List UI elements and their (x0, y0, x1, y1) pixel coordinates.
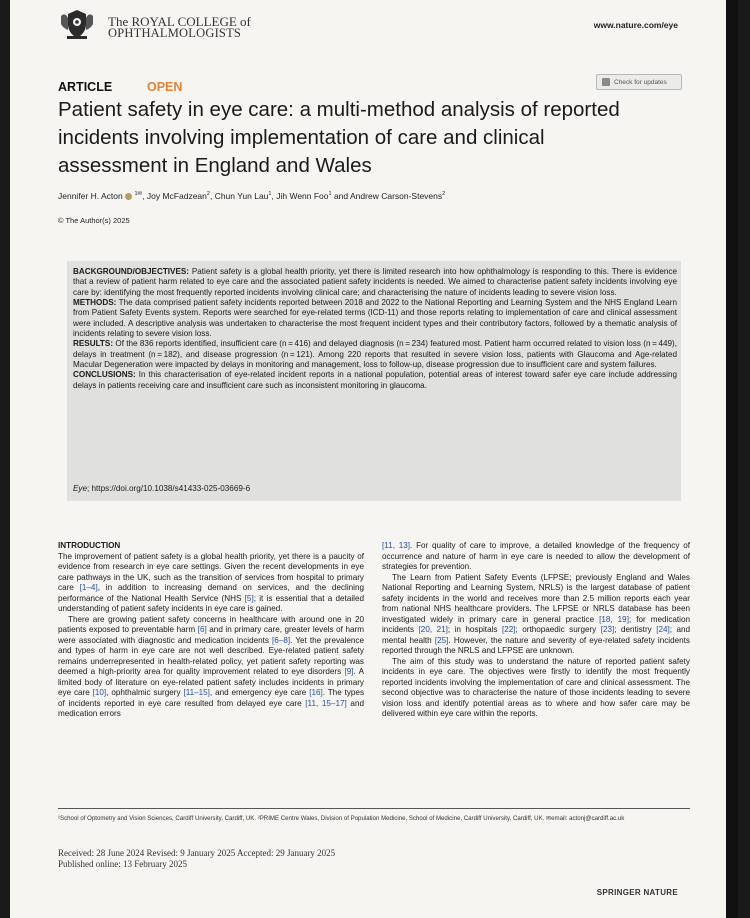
scan-edge (726, 0, 738, 918)
body-text-run: ; orthopaedic surgery (515, 625, 601, 634)
rco-logo[interactable] (58, 6, 251, 42)
journal-url[interactable]: www.nature.com/eye (593, 20, 678, 30)
check-updates-label: Check for updates (614, 78, 667, 86)
logo-line-2: OPHTHALMOLOGISTS (108, 26, 242, 40)
published-date: Published online: 13 February 2025 (58, 859, 187, 869)
body-text-run: , ophthalmic surgery (106, 688, 184, 697)
author-name[interactable]: Jih Wenn Foo (276, 191, 329, 201)
journal-name: Eye (73, 484, 88, 493)
citation-link[interactable]: [1–4] (79, 583, 98, 592)
body-text-run: and medication errors (58, 698, 364, 718)
body-text-run: The aim of this study was to understand the nature of reported patient safety incidents in eye care. The objectives were firstly to identify the most frequently reported incidents involving the implementation of care and clinical assessment. The second objective was to characterise the nature of those incidents leading to severe vision loss and identify potential areas as to where and how safer care may be delivered within eye care within the reports. (382, 656, 690, 718)
section-heading: INTRODUCTION (58, 541, 121, 550)
left-column-text (58, 552, 364, 720)
citation-link[interactable]: [5] (244, 593, 254, 603)
body-paragraph (382, 541, 690, 573)
abstract-background: BACKGROUND/OBJECTIVES: Patient safety is a global health priority, yet there is limited research into how ophthalmology is responding to this. There is evidence that a review of patient harm related to eye care and the associated patient safety incidents is needed. We aimed to characterise patient safety incidents involving eye care by: identifying the most frequently reported incidents involving clinical care; and characterising the nature of incidents leading to severe vision loss. (73, 267, 677, 297)
author-affiliation: 1✉ (134, 191, 143, 198)
publisher-logo: SPRINGER NATURE (596, 888, 678, 897)
author-name[interactable]: Jennifer H. Acton (58, 191, 123, 201)
affiliations-footnote: ¹School of Optometry and Vision Sciences, Cardiff University, Cardiff, UK. ²PRIME Centre Wales, Division of Population Medicine, School of Medicine, Cardiff University, Cardiff, UK. ✉email: actonj@cardiff.ac.uk (58, 815, 625, 822)
doi-line (73, 484, 250, 493)
body-text-run: There are growing patient safety concerns in healthcare with around one in 20 patients exposed to preventable harm (58, 614, 364, 634)
author-affiliation: 1 (328, 191, 332, 198)
author-list: Jennifer H. Acton $^{1✉}$, Joy McFadzean$^2$, Chun Yun Lau$^1$, Jih Wenn Foo$^1$ and Andrew Carson-Stevens$^2$ (58, 191, 446, 201)
abstract-box (67, 261, 681, 501)
body-paragraph (382, 573, 690, 657)
article-page (10, 0, 738, 918)
abstract-text (73, 267, 677, 391)
citation-link[interactable]: [23] (600, 625, 615, 634)
publication-dates (58, 848, 335, 870)
orcid-icon[interactable] (125, 193, 132, 200)
body-column-left (58, 541, 364, 720)
body-text-run: and in primary care, greater levels of harm were associated with diagnostic and medication incidents (58, 625, 364, 645)
check-updates-icon (602, 78, 610, 86)
author-name[interactable]: Andrew Carson-Stevens (350, 191, 443, 201)
citation-link[interactable]: [9] (344, 667, 354, 676)
body-text-run: . The types of incidents reported in eye care resulted from delayed eye care (58, 688, 365, 708)
body-paragraph (58, 552, 364, 615)
title-line: incidents involving implementation of care and clinical (58, 126, 545, 149)
body-text-run: . For quality of care to improve, a detailed knowledge of the frequency of occurrence and nature of harm in eye care is needed to allow the development of strategies for prevention. (382, 541, 690, 571)
crest-icon (58, 6, 96, 42)
body-text-run: ; for medication incidents (382, 614, 690, 634)
citation-link[interactable]: [11, 15–17] (305, 698, 347, 708)
title-line: assessment in England and Wales (58, 154, 372, 177)
author-affiliation: 1 (268, 191, 272, 198)
copyright-notice: © The Author(s) 2025 (58, 216, 130, 225)
citation-link[interactable]: [24] (656, 625, 670, 634)
citation-link[interactable]: [6–8] (272, 635, 291, 645)
logo-line-1: The ROYAL COLLEGE of (108, 14, 251, 29)
right-column-text (382, 541, 690, 720)
abstract-methods: METHODS: The data comprised patient safety incidents reported between 2018 and 2022 to the National Reporting and Learning System and the NHS England Learn from Patient Safety Events system. Reports were searched for eye-related terms (ICD-11) and those reports relating to implementation of care and clinical assessment were included. A descriptive analysis was undertaken to characterise the most frequent incident types and their contributory factors, followed by a thematic analysis of incidents relating to severe vision loss. (73, 298, 677, 339)
body-text-run: ; and mental health (382, 625, 691, 645)
body-text-run: The Learn from Patient Safety Events (LFPSE; previously England and Wales National Reporting and Learning System, NRLS) is the largest database of patient safety incidents in the world and receives more than 2.5 million reports each year from national NHS healthcare providers. The LFPSE or NRLS database has been investigated widely in primary care in general practice (382, 572, 690, 624)
open-access-label: OPEN (147, 80, 183, 94)
body-text-run: ; in hospitals (447, 625, 502, 634)
abstract-results: RESULTS: Of the 836 reports identified, insufficient care (n = 416) and delayed diagnosis (n = 234) featured most. Patient harm occurred related to vision loss (n = 449), delays in treatment (n = 182), and disease progression (n = 121). Among 220 reports that resulted in severe vision loss, patients with Glaucoma and Age-related Macular Degeneration were impacted by delays in monitoring and management, loss to follow-up, disease progression due to insufficient care and system failures. (73, 339, 677, 370)
abstract-conclusions: CONCLUSIONS: In this characterisation of eye-related incident reports in a national population, potential areas of interest toward safer eye care include addressing delays in patients receiving care and insufficient care such as inconsistent monitoring in glaucoma. (73, 370, 677, 390)
article-title (58, 96, 698, 180)
citation-link[interactable]: [20, 21] (418, 625, 448, 634)
doi-link[interactable]: ; https://doi.org/10.1038/s41433-025-03669-6 (87, 484, 251, 493)
author-affiliation: 2 (206, 191, 210, 198)
author-name[interactable]: Joy McFadzean (146, 191, 207, 201)
citation-link[interactable]: [11–15] (183, 688, 210, 697)
citation-link[interactable]: [18, 19] (599, 614, 629, 624)
body-text-run: , and emergency eye care (209, 688, 310, 697)
citation-link[interactable]: [6] (197, 625, 207, 634)
citation-link[interactable]: [25] (434, 635, 449, 645)
body-text-run: The improvement of patient safety is a global health priority, yet there is a paucity of evidence from research in eye care settings. Given the recent developments in eye care pathways in the UK, such as the transition of services from hospital to primary care (58, 551, 364, 592)
body-text-run: ; it is essential that a detailed understanding of patient safety incidents in eye care is gained. (58, 593, 364, 613)
body-paragraph (58, 615, 364, 720)
body-column-right (382, 541, 690, 720)
body-text-run: , in addition to increasing demand on services, and the declining performance of the National Health Service (NHS (58, 583, 364, 603)
author-affiliation: 2 (442, 191, 446, 198)
footnote-divider (58, 808, 690, 809)
body-text-run: ; dentistry (614, 625, 657, 634)
citation-link[interactable]: [10] (92, 688, 107, 697)
body-text-run: . Yet the prevalence and types of harm in eye care are not well described. Eye-related patient safety remains underrepresented in health-related policy, yet patient safety reporting was deemed a high-priority area for quality improvement related to eye disorders (58, 635, 364, 676)
article-type-label: ARTICLE (58, 80, 113, 94)
citation-link[interactable]: [22] (501, 625, 516, 634)
title-line: Patient safety in eye care: a multi-method analysis of reported (58, 98, 620, 121)
author-name[interactable]: Chun Yun Lau (214, 191, 269, 201)
body-text-run: . A limited body of literature on eye-related patient safety includes incidents in primary eye care (58, 667, 364, 697)
received-dates: Received: 28 June 2024 Revised: 9 January 2025 Accepted: 29 January 2025 (58, 848, 336, 858)
citation-link[interactable]: [11, 13] (382, 541, 411, 550)
check-for-updates-button[interactable] (596, 74, 682, 90)
body-paragraph (382, 657, 690, 720)
body-text-run: . However, the nature and severity of eye-related safety incidents reported through the NRLS and LFPSE are unknown. (382, 635, 690, 655)
citation-link[interactable]: [16] (309, 688, 323, 697)
